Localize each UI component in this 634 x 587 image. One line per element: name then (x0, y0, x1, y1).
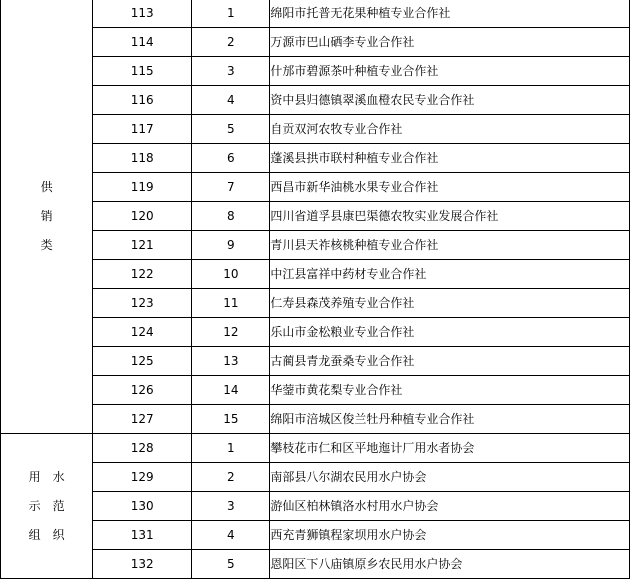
category-label-line: 用 水 (28, 469, 65, 484)
organization-name-cell: 绵阳市托普无花果种植专业合作社 (270, 0, 630, 28)
table-row (1, 173, 630, 202)
sequence-cell: 7 (192, 173, 270, 202)
table-row (1, 521, 630, 550)
sequence-cell: 4 (192, 521, 270, 550)
table-row (1, 405, 630, 434)
sequence-cell: 3 (192, 57, 270, 86)
organization-name-cell: 青川县天祚核桃种植专业合作社 (270, 231, 630, 260)
sequence-cell: 5 (192, 115, 270, 144)
sequence-cell: 10 (192, 260, 270, 289)
table-row (1, 318, 630, 347)
organization-name-cell: 四川省道孚县康巴渠德农牧实业发展合作社 (270, 202, 630, 231)
table-row (1, 115, 630, 144)
table-row (1, 231, 630, 260)
sequence-cell: 5 (192, 550, 270, 579)
category-label (29, 463, 65, 550)
table-row (1, 57, 630, 86)
table-row (1, 463, 630, 492)
table-row (1, 550, 630, 579)
sequence-cell: 3 (192, 492, 270, 521)
table-row (1, 144, 630, 173)
row-number-cell: 117 (93, 115, 192, 144)
sequence-cell: 9 (192, 231, 270, 260)
category-label-line: 类 (40, 237, 53, 252)
organization-name-cell: 仁寿县森茂养殖专业合作社 (270, 289, 630, 318)
row-number-cell: 130 (93, 492, 192, 521)
category-label (41, 173, 53, 260)
organization-name-cell: 自贡双河农牧专业合作社 (270, 115, 630, 144)
organization-name-cell: 资中县归德镇翠溪血橙农民专业合作社 (270, 86, 630, 115)
organization-name-cell: 古蔺县青龙蚕桑专业合作社 (270, 347, 630, 376)
organization-name-cell: 什邡市碧源茶叶种植专业合作社 (270, 57, 630, 86)
table-row (1, 376, 630, 405)
row-number-cell: 119 (93, 173, 192, 202)
organization-name-cell: 华蓥市黄花梨专业合作社 (270, 376, 630, 405)
sequence-cell: 2 (192, 28, 270, 57)
organization-name-cell: 西昌市新华油桃水果专业合作社 (270, 173, 630, 202)
table-row (1, 202, 630, 231)
organization-name-cell: 乐山市金松粮业专业合作社 (270, 318, 630, 347)
row-number-cell: 126 (93, 376, 192, 405)
category-label-line: 销 (40, 208, 53, 223)
sequence-cell: 6 (192, 144, 270, 173)
sequence-cell: 2 (192, 463, 270, 492)
row-number-cell: 124 (93, 318, 192, 347)
organization-name-cell: 南部县八尔湖农民用水户协会 (270, 463, 630, 492)
row-number-cell: 125 (93, 347, 192, 376)
sequence-cell: 13 (192, 347, 270, 376)
organization-name-cell: 中江县富祥中药材专业合作社 (270, 260, 630, 289)
category-label-line: 供 (40, 179, 53, 194)
row-number-cell: 116 (93, 86, 192, 115)
category-cell (1, 0, 93, 434)
sequence-cell: 15 (192, 405, 270, 434)
sequence-cell: 14 (192, 376, 270, 405)
row-number-cell: 132 (93, 550, 192, 579)
row-number-cell: 115 (93, 57, 192, 86)
registry-table-body (1, 0, 630, 579)
sequence-cell: 8 (192, 202, 270, 231)
table-row (1, 28, 630, 57)
organization-name-cell: 蓬溪县拱市联村种植专业合作社 (270, 144, 630, 173)
row-number-cell: 129 (93, 463, 192, 492)
row-number-cell: 131 (93, 521, 192, 550)
row-number-cell: 128 (93, 434, 192, 463)
table-row (1, 260, 630, 289)
category-label-line: 示 范 (28, 498, 65, 513)
table-row (1, 347, 630, 376)
table-row (1, 289, 630, 318)
sequence-cell: 4 (192, 86, 270, 115)
category-cell (1, 434, 93, 579)
organization-name-cell: 万源市巴山硒李专业合作社 (270, 28, 630, 57)
category-label-line: 组 织 (28, 527, 65, 542)
sequence-cell: 1 (192, 0, 270, 28)
row-number-cell: 122 (93, 260, 192, 289)
row-number-cell: 123 (93, 289, 192, 318)
table-row (1, 0, 630, 28)
organization-name-cell: 游仙区柏林镇洛水村用水户协会 (270, 492, 630, 521)
row-number-cell: 127 (93, 405, 192, 434)
row-number-cell: 120 (93, 202, 192, 231)
organization-name-cell: 绵阳市涪城区俊兰牡丹种植专业合作社 (270, 405, 630, 434)
row-number-cell: 113 (93, 0, 192, 28)
sequence-cell: 1 (192, 434, 270, 463)
organization-name-cell: 恩阳区下八庙镇原乡农民用水户协会 (270, 550, 630, 579)
sequence-cell: 11 (192, 289, 270, 318)
organization-name-cell: 攀枝花市仁和区平地迤计厂用水者协会 (270, 434, 630, 463)
sequence-cell: 12 (192, 318, 270, 347)
row-number-cell: 118 (93, 144, 192, 173)
organization-name-cell: 西充青狮镇程家坝用水户协会 (270, 521, 630, 550)
row-number-cell: 121 (93, 231, 192, 260)
table-row (1, 434, 630, 463)
row-number-cell: 114 (93, 28, 192, 57)
table-row (1, 492, 630, 521)
table-row (1, 86, 630, 115)
